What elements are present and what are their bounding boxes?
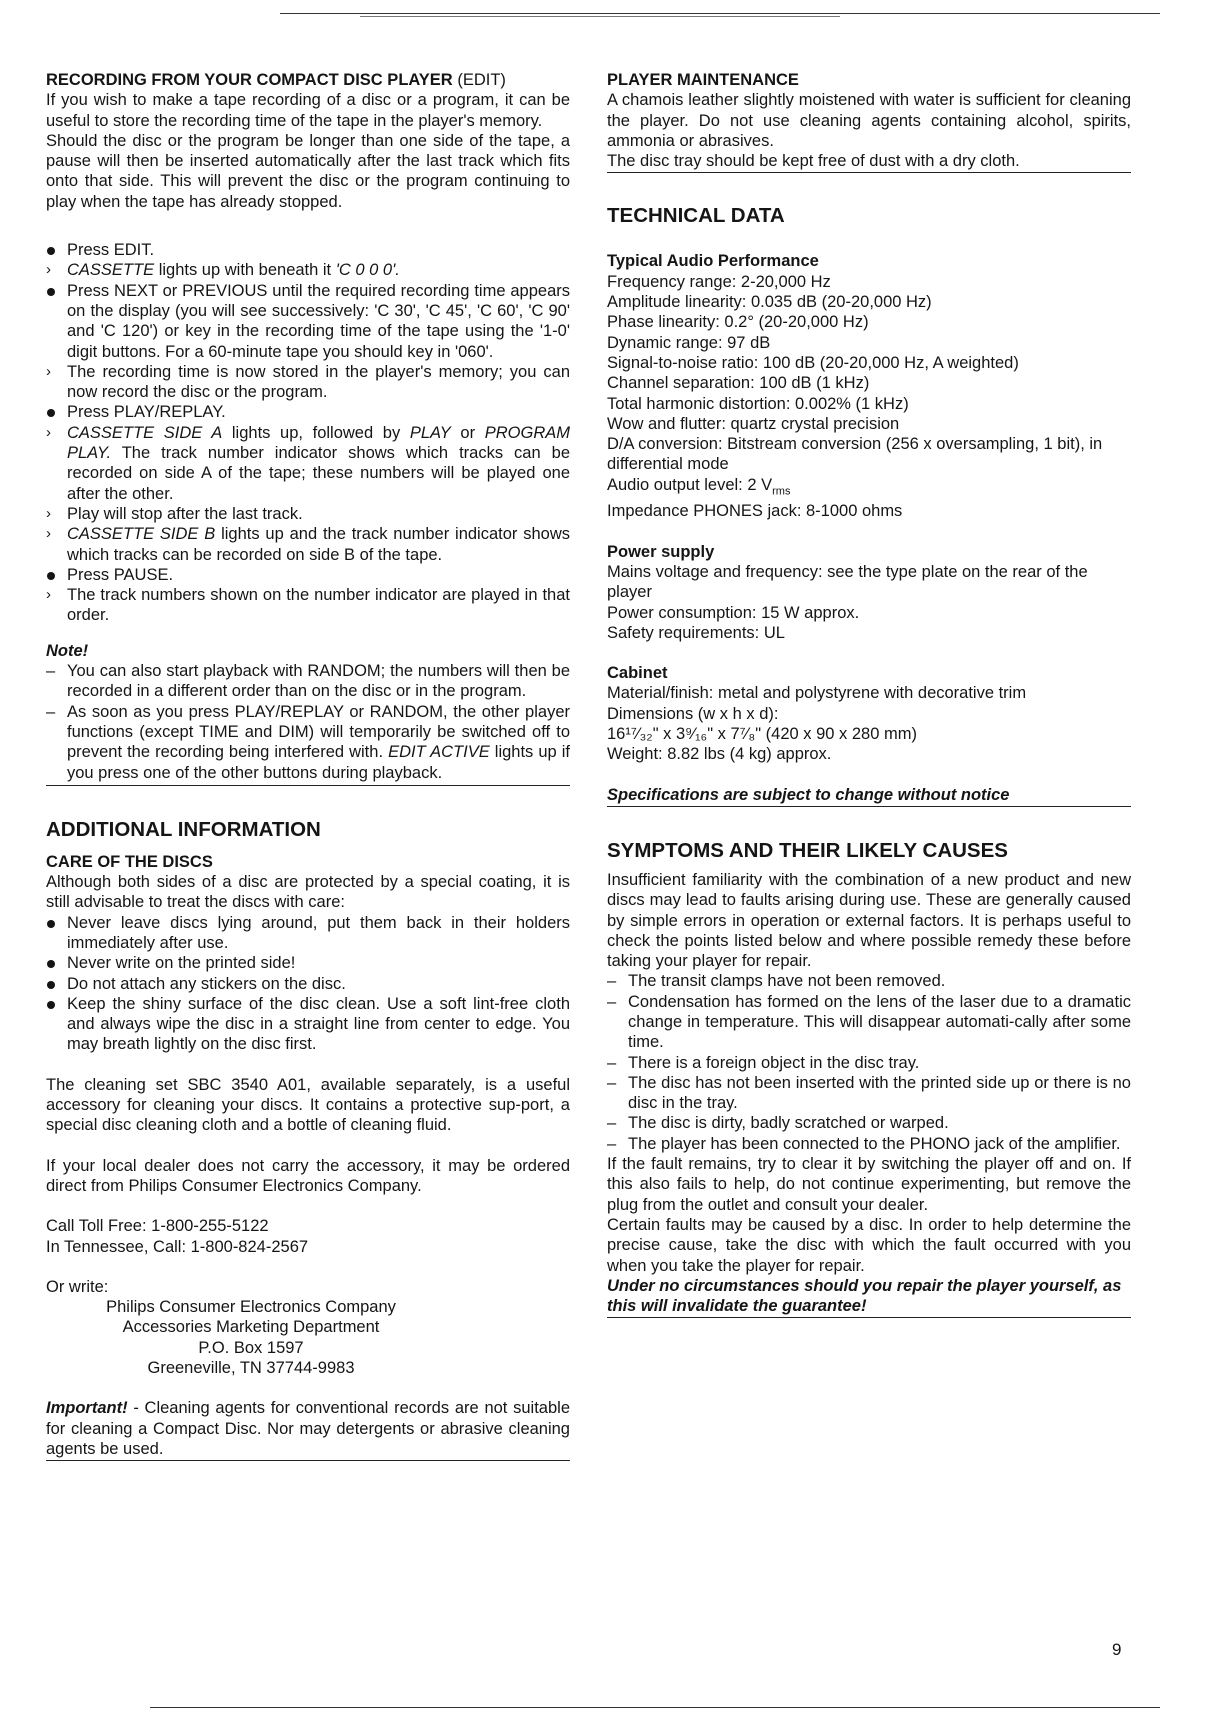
step-item bbox=[46, 402, 570, 422]
dash-icon: – bbox=[46, 662, 56, 681]
maintenance-text: A chamois leather slightly moistened with water is sufficient for cleaning the player. Do not use cleaning agents containing alcohol, spirits, ammonia or abrasives. bbox=[607, 91, 1131, 150]
text-segment: CASSETTE SIDE A bbox=[67, 423, 223, 442]
address-line: Philips Consumer Electronics Company bbox=[106, 1298, 396, 1317]
spec-line: Mains voltage and frequency: see the type plate on the rear of the player bbox=[607, 562, 1088, 602]
dash-icon: – bbox=[46, 702, 56, 721]
spec-line: Wow and flutter: quartz crystal precision bbox=[607, 414, 900, 433]
or-write: Or write: bbox=[46, 1277, 109, 1296]
care-item bbox=[46, 953, 570, 973]
text-segment: lights up if you press one of the other buttons during playback. bbox=[67, 743, 570, 782]
dash-icon: – bbox=[607, 972, 617, 991]
impedance: Impedance PHONES jack: 8-1000 ohms bbox=[607, 502, 903, 521]
audio-title: Typical Audio Performance bbox=[607, 252, 819, 271]
care-item bbox=[46, 913, 570, 954]
arrow-icon: › bbox=[46, 504, 51, 522]
spec-line: Signal-to-noise ratio: 100 dB (20-20,000 Hz, A weighted) bbox=[607, 353, 1019, 372]
care-item-text: Do not attach any stickers on the disc. bbox=[67, 974, 346, 993]
recording-intro-1: If you wish to make a tape recording of a disc or a program, it can be useful to store the recording time of the tape in the player's memory. bbox=[46, 91, 570, 130]
step-item bbox=[46, 524, 570, 565]
step-item bbox=[46, 423, 570, 504]
audio-specs bbox=[607, 272, 1131, 475]
text-segment: The recording time is now stored in the player's memory; you can now record the disc or the program. bbox=[67, 362, 570, 402]
step-item bbox=[46, 362, 570, 403]
symptom-item bbox=[607, 971, 1131, 991]
symptom-item bbox=[607, 992, 1131, 1053]
dash-icon: – bbox=[607, 1114, 617, 1133]
spec-line: Dynamic range: 97 dB bbox=[607, 333, 771, 352]
scan-edge-top-2 bbox=[360, 16, 840, 17]
spec-line: Total harmonic distortion: 0.002% (1 kHz) bbox=[607, 394, 909, 413]
symptom-item-text: The player has been connected to the PHONO jack of the amplifier. bbox=[628, 1134, 1121, 1153]
text-segment: or bbox=[450, 423, 485, 442]
text-segment: Press PLAY/REPLAY. bbox=[67, 403, 226, 422]
text-segment: Press NEXT or PREVIOUS until the required recording time appears on the display (you will see successively: 'C 30', 'C 45', 'C 60', 'C 90' and 'C 120') or key in the recording time of the tape using the '1-0' digit buttons. For a 60-minute tape you should key in '060'. bbox=[67, 281, 570, 361]
care-item-text: Never leave discs lying around, put them back in their holders immediately after use. bbox=[67, 913, 570, 952]
note-list bbox=[46, 661, 570, 783]
left-column bbox=[46, 70, 570, 1461]
dash-icon: – bbox=[607, 1134, 617, 1153]
text-segment: Play will stop after the last track. bbox=[67, 504, 303, 523]
symptom-item-text: The disc has not been inserted with the printed side up or there is no disc in the tray. bbox=[628, 1073, 1131, 1113]
symptoms-heading: SYMPTOMS AND THEIR LIKELY CAUSES bbox=[607, 838, 1008, 862]
care-list bbox=[46, 913, 570, 1055]
power-specs bbox=[607, 562, 1131, 643]
arrow-icon: › bbox=[46, 423, 51, 441]
spec-line: Power consumption: 15 W approx. bbox=[607, 603, 860, 622]
symptom-item-text: The disc is dirty, badly scratched or warped. bbox=[628, 1114, 949, 1133]
symptom-item-text: The transit clamps have not been removed. bbox=[628, 972, 946, 991]
text-segment: CASSETTE SIDE B bbox=[67, 525, 216, 544]
text-segment: The track number indicator shows which tracks can be recorded on side A of the tape; these numbers will be played one after the other. bbox=[67, 444, 570, 503]
address-line: Greeneville, TN 37744-9983 bbox=[147, 1359, 355, 1378]
text-segment: lights up and the track number indicator shows which tracks can be recorded on side B of the tape. bbox=[67, 525, 570, 564]
symptoms-list bbox=[607, 971, 1131, 1154]
spec-line: Frequency range: 2-20,000 Hz bbox=[607, 272, 831, 291]
symptoms-intro: Insufficient familiarity with the combination of a new product and new discs may lead to faults arising during use. These are generally caused by simple errors in operation or external factors. It is perhaps useful to check the points listed below and where possible remedy these before taking your player for repair. bbox=[607, 870, 1131, 971]
arrow-icon: › bbox=[46, 261, 51, 279]
spec-line: Dimensions (w x h x d): bbox=[607, 704, 779, 723]
technical-heading: TECHNICAL DATA bbox=[607, 204, 785, 228]
dash-icon: – bbox=[607, 1053, 617, 1072]
step-item bbox=[46, 281, 570, 362]
symptom-item bbox=[607, 1113, 1131, 1133]
right-column bbox=[607, 70, 1131, 1318]
note-title: Note! bbox=[46, 641, 89, 660]
certain-faults: Certain faults may be caused by a disc. In order to help determine the precise cause, take the disc with which the fault occurred with you when you take the player for repair. bbox=[607, 1215, 1131, 1275]
symptom-item bbox=[607, 1073, 1131, 1114]
repair-warning: Under no circumstances should you repair the player yourself, as this will invalidate the guarantee! bbox=[607, 1276, 1131, 1319]
step-item bbox=[46, 260, 570, 280]
text-segment: lights up, followed by bbox=[222, 423, 410, 442]
page-number: 9 bbox=[1112, 1640, 1122, 1659]
step-item bbox=[46, 585, 570, 626]
step-item bbox=[46, 565, 570, 585]
cabinet-specs bbox=[607, 683, 1131, 764]
care-intro: Although both sides of a disc are protected by a special coating, it is still advisable to treat the discs with care: bbox=[46, 873, 570, 912]
care-item-text: Never write on the printed side! bbox=[67, 954, 296, 973]
cleaning-set-text: The cleaning set SBC 3540 A01, available separately, is a useful accessory for cleaning your discs. It contains a protective sup-port, a special disc cleaning cloth and a bottle of cleaning fluid. bbox=[46, 1075, 570, 1135]
spec-line: Channel separation: 100 dB (1 kHz) bbox=[607, 374, 870, 393]
care-item-text: Keep the shiny surface of the disc clean. Use a soft lint-free cloth and always wipe the disc in a straight line from center to edge. You may breath lightly on the disc first. bbox=[67, 994, 570, 1054]
step-item bbox=[46, 504, 570, 524]
address-line: P.O. Box 1597 bbox=[198, 1338, 304, 1357]
spec-line: Material/finish: metal and polystyrene with decorative trim bbox=[607, 684, 1027, 703]
text-segment: As soon as you press PLAY/REPLAY or RANDOM, the other player functions (except TIME and DIM) will temporarily be switched off to prevent the recording being interfered with. bbox=[67, 702, 570, 762]
scan-edge-top bbox=[280, 13, 1160, 14]
spec-line: Safety requirements: UL bbox=[607, 623, 785, 642]
divider-rule bbox=[46, 785, 570, 786]
mailing-address bbox=[46, 1297, 456, 1378]
text-segment: PLAY bbox=[409, 423, 451, 442]
spec-line: Amplitude linearity: 0.035 dB (20-20,000 Hz) bbox=[607, 293, 932, 312]
additional-heading: ADDITIONAL INFORMATION bbox=[46, 817, 321, 841]
text-segment: You can also start playback with RANDOM; the numbers will then be recorded in a different order than on the disc or in the program. bbox=[67, 662, 570, 701]
symptom-item bbox=[607, 1053, 1131, 1073]
note-item bbox=[46, 661, 570, 702]
tennessee-phone: In Tennessee, Call: 1-800-824-2567 bbox=[46, 1237, 309, 1256]
text-segment: The track numbers shown on the number indicator are played in that order. bbox=[67, 586, 570, 625]
recording-intro-2: Should the disc or the program be longer than one side of the tape, a pause will then be inserted automatically after the last track which fits onto that side. This will prevent the disc or the program continuing to play when the tape has already stopped. bbox=[46, 131, 570, 211]
arrow-icon: › bbox=[46, 525, 51, 543]
dealer-text: If your local dealer does not carry the accessory, it may be ordered direct from Philips Consumer Electronics Company. bbox=[46, 1156, 570, 1195]
text-segment: 'C 0 0 0'. bbox=[335, 261, 400, 280]
care-item bbox=[46, 994, 570, 1055]
scan-edge-bottom bbox=[150, 1707, 1160, 1708]
maintenance-tray: The disc tray should be kept free of dust with a dry cloth. bbox=[607, 151, 1131, 173]
text-segment: Press PAUSE. bbox=[67, 565, 174, 584]
text-segment: Press EDIT. bbox=[67, 241, 155, 260]
step-item bbox=[46, 240, 570, 260]
recording-steps bbox=[46, 240, 570, 626]
toll-free: Call Toll Free: 1-800-255-5122 bbox=[46, 1217, 269, 1236]
care-item bbox=[46, 974, 570, 994]
care-title: CARE OF THE DISCS bbox=[46, 852, 213, 871]
spec-notice: Specifications are subject to change without notice bbox=[607, 785, 1131, 807]
dash-icon: – bbox=[607, 992, 617, 1011]
important-note: Important! - Cleaning agents for conventional records are not suitable for cleaning a Compact Disc. Nor may detergents or abrasive cleaning agents be used. bbox=[46, 1398, 570, 1461]
audio-output-level: Audio output level: 2 $V_{rms}$ bbox=[607, 475, 791, 498]
maintenance-heading: PLAYER MAINTENANCE bbox=[607, 71, 799, 89]
symptom-item bbox=[607, 1134, 1131, 1154]
spec-line: Weight: 8.82 lbs (4 kg) approx. bbox=[607, 745, 832, 764]
text-segment: CASSETTE bbox=[67, 261, 155, 280]
symptom-item-text: Condensation has formed on the lens of the laser due to a dramatic change in temperature. This will disappear automati-cally after some time. bbox=[628, 992, 1131, 1052]
symptom-item-text: There is a foreign object in the disc tray. bbox=[628, 1053, 920, 1072]
text-segment: EDIT ACTIVE bbox=[388, 743, 490, 762]
fault-text: If the fault remains, try to clear it by switching the player off and on. If this also fails to help, do not continue experimenting, but remove the plug from the outlet and consult your dealer. bbox=[607, 1155, 1131, 1214]
dash-icon: – bbox=[607, 1073, 617, 1092]
recording-heading: RECORDING FROM YOUR COMPACT DISC PLAYER (EDIT) bbox=[46, 71, 506, 89]
spec-line: 16¹⁷⁄₃₂" x 3⁹⁄₁₆" x 7⁷⁄₈" (420 x 90 x 280 mm) bbox=[607, 725, 917, 744]
note-item bbox=[46, 702, 570, 783]
spec-line: D/A conversion: Bitstream conversion (256 x oversampling, 1 bit), in differential mode bbox=[607, 435, 1103, 474]
power-title: Power supply bbox=[607, 542, 715, 561]
address-line: Accessories Marketing Department bbox=[122, 1318, 380, 1337]
text-segment: lights up with beneath it bbox=[154, 261, 336, 280]
spec-line: Phase linearity: 0.2° (20-20,000 Hz) bbox=[607, 313, 869, 332]
arrow-icon: › bbox=[46, 586, 51, 604]
arrow-icon: › bbox=[46, 362, 51, 380]
cabinet-title: Cabinet bbox=[607, 664, 668, 683]
text-segment: PROGRAM PLAY. bbox=[67, 423, 570, 463]
